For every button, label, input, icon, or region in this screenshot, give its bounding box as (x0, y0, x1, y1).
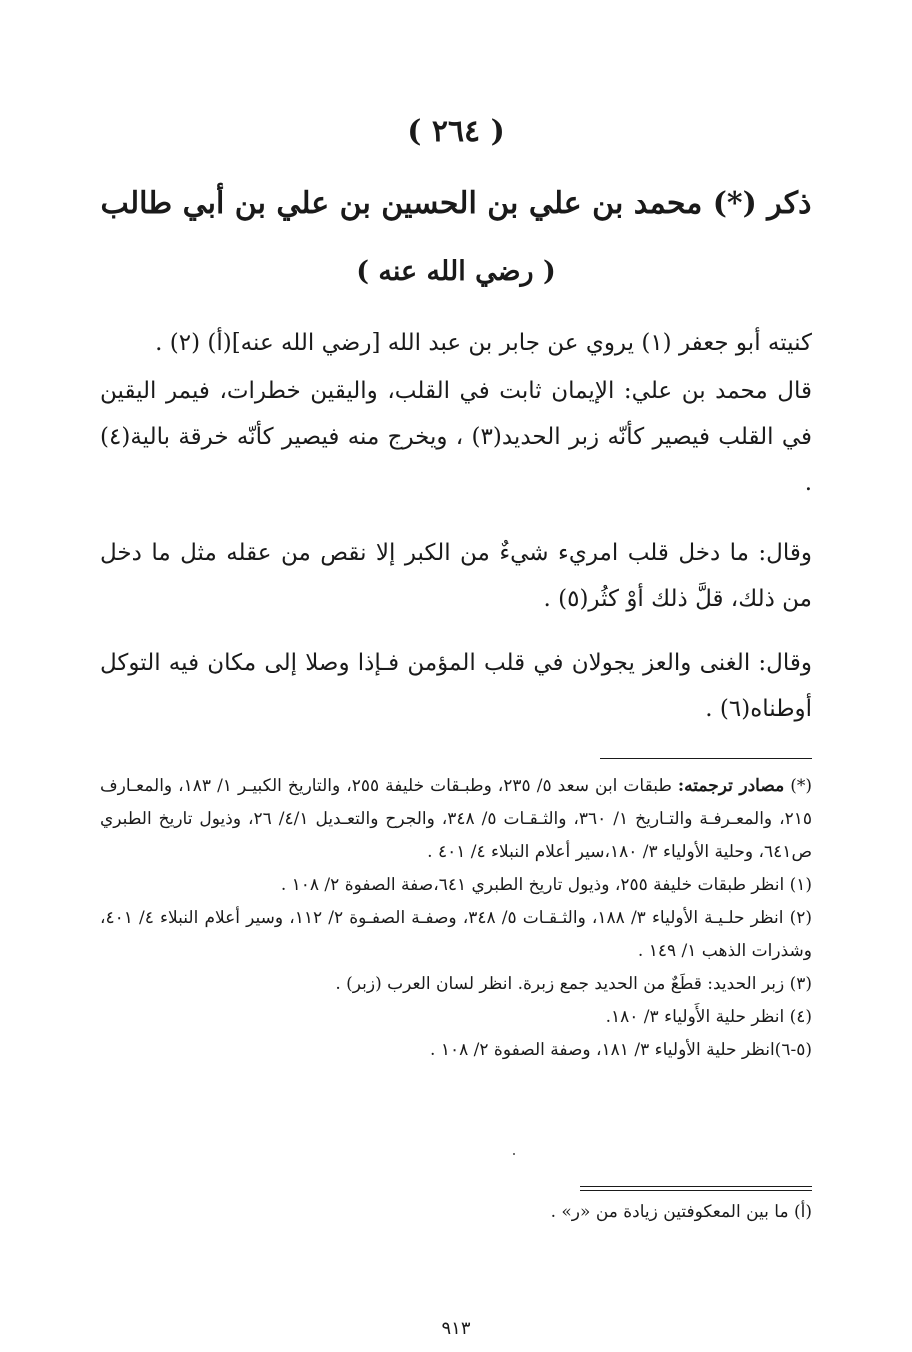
sources-label: مصادر ترجمته: (677, 776, 785, 796)
footnote: (٥-٦)انظر حلية الأولياء ٣/ ١٨١، وصفة الصفوة ٢/ ١٠٨ . (430, 1040, 812, 1060)
sources-text: طبقات ابن سعد ٥/ ٢٣٥، وطبـقات خليفة ٢٥٥، والتاريخ الكبيـر ١/ ١٨٣، والمعـارف ٢١٥، والمعـرفـة والتـاريخ ١/ ٣٦٠، والثـقـات ٥/ ٣٤٨، والجرح والتعـديل ٤/١/ ٢٦، وذيول تاريخ الطبري ص٦٤١، وحلية الأولياء ٣/ ١٨٠،سير أعلام النبلاء ٤/ ٤٠١ . (100, 776, 812, 862)
page-subtitle: ( رضي الله عنه ) (356, 256, 556, 287)
body-paragraph: وقال: ما دخل قلب امريء شيءٌ من الكبر إلا نقص من عقله مثل ما دخل من ذلك، قلَّ ذلك أوْ كثُر(٥) . (100, 540, 813, 612)
footnote: (١) انظر طبقات خليفة ٢٥٥، وذيول تاريخ الطبري ٦٤١،صفة الصفوة ٢/ ١٠٨ . (280, 875, 812, 895)
body-paragraph: كنيته أبو جعفر (١) يروي عن جابر بن عبد الله [رضي الله عنه](أ) (٢) . (155, 330, 812, 356)
sources-footnote (100, 770, 812, 869)
body-paragraph: وقال: الغنى والعز يجولان في قلب المؤمن فـإذا وصلا إلى مكان فيه التوكل أوطناه(٦) . (100, 650, 812, 722)
editorial-note: (أ) ما بين المعكوفتين زيادة من «ر» . (550, 1202, 812, 1222)
entry-number: ( ٢٦٤ ) (407, 114, 505, 149)
editorial-divider (580, 1186, 812, 1191)
page-title: ذكر (*) محمد بن علي بن الحسين بن علي بن أبي طالب (100, 186, 812, 221)
footnote: (٢) انظر حلـيـة الأولياء ٣/ ١٨٨، والثـقـات ٥/ ٣٤٨، وصفـة الصفـوة ٢/ ١١٢، وسير أعلام النبلاء ٤/ ٤٠١، وشذرات الذهب ١/ ١٤٩ . (100, 908, 812, 961)
sources-marker: (*) (790, 776, 812, 796)
print-speck (513, 1153, 515, 1155)
footnote: (٣) زبر الحديد: قطَعٌ من الحديد جمع زبرة. انظر لسان العرب (زبر) . (335, 974, 812, 994)
footnote: (٤) انظر حلية الأَولياء ٣/ ١٨٠. (605, 1007, 812, 1027)
footnote-divider (600, 758, 812, 759)
footnotes (100, 770, 812, 1067)
page-number: ٩١٣ (441, 1318, 471, 1339)
body-paragraph: قال محمد بن علي: الإيمان ثابت في القلب، واليقين خطرات، فيمر اليقين في القلب فيصير كأنّه زبر الحديد(٣) ، ويخرج منه فيصير كأنّه خرقة بالية(٤) . (100, 378, 812, 496)
